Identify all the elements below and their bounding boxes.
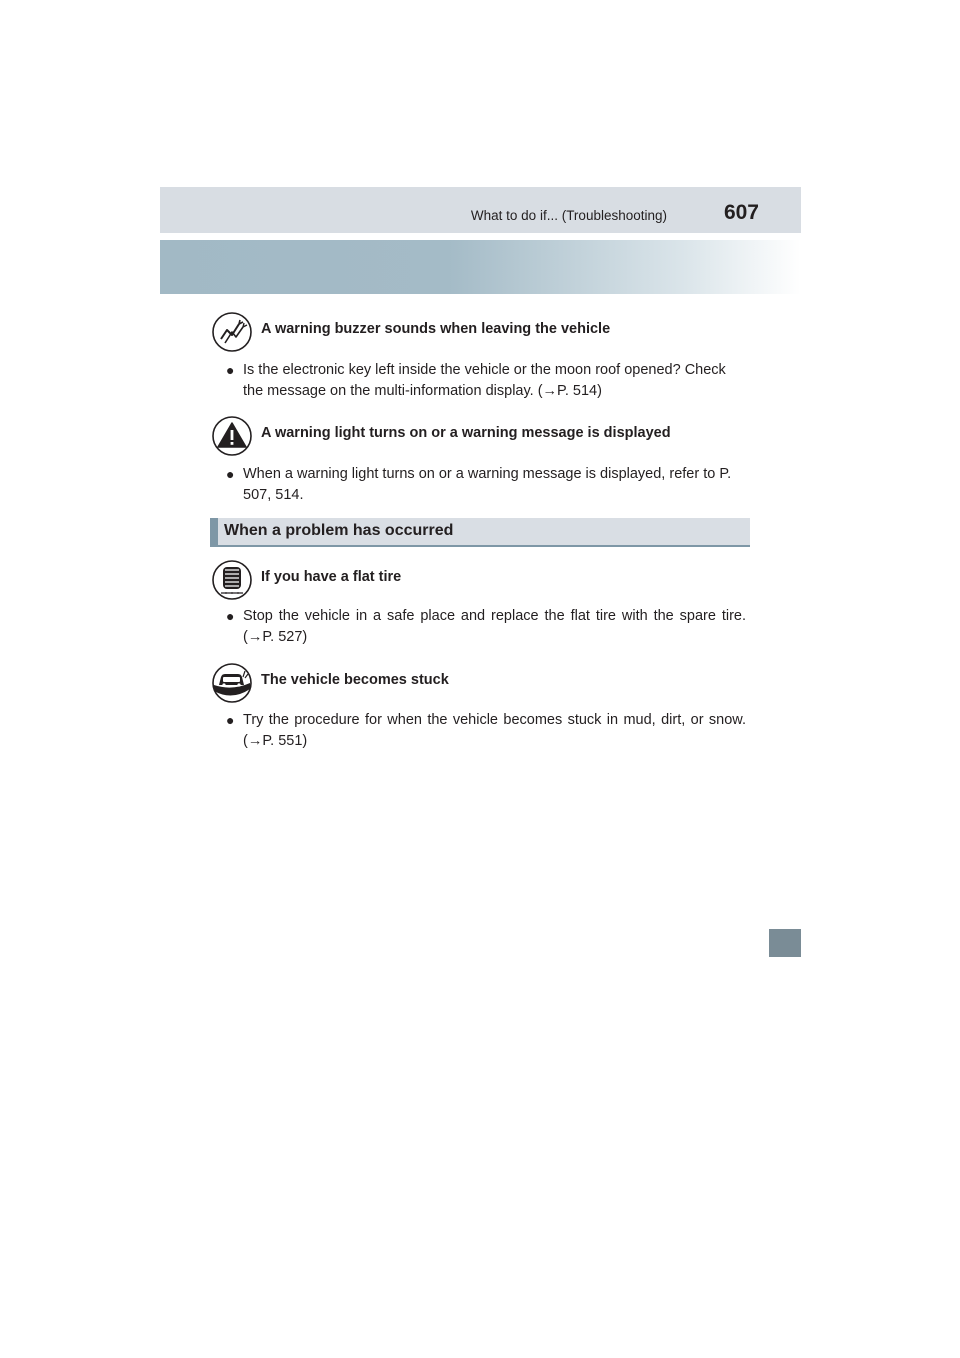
topic-title: The vehicle becomes stuck — [261, 672, 449, 688]
topic-vehicle-stuck — [212, 663, 772, 705]
bullet-text: When a warning light turns on or a warning message is displayed, refer to P. 507, 514. — [243, 466, 732, 503]
topic-warning-buzzer — [212, 312, 772, 354]
section-accent — [210, 518, 218, 547]
bullet-text: Stop the vehicle in a safe place and replace the flat tire with the spare tire. (→P. 527) — [243, 608, 746, 645]
header-band — [160, 240, 801, 294]
warning-buzzer-icon — [212, 312, 252, 352]
page-header — [160, 187, 801, 233]
stuck-vehicle-icon — [212, 663, 252, 703]
bullet-dot: ● — [226, 362, 235, 378]
bullet-dot: ● — [226, 466, 235, 482]
bullet-dot: ● — [226, 712, 235, 728]
chapter-title: What to do if... (Troubleshooting) — [470, 208, 667, 223]
bullet-text: Is the electronic key left inside the vehicle or the moon roof opened? Check the message on the multi-information display. (→P. 514) — [243, 362, 726, 399]
topic-warning-light — [212, 416, 772, 458]
topic-title: A warning buzzer sounds when leaving the vehicle — [261, 321, 611, 337]
chapter-thumb-tab — [769, 929, 801, 957]
topic-title: If you have a flat tire — [261, 569, 402, 585]
topic-flat-tire — [212, 560, 772, 602]
bullet-item — [226, 464, 746, 506]
topic-title: A warning light turns on or a warning message is displayed — [261, 425, 671, 441]
flat-tire-icon — [212, 560, 252, 600]
bullet-dot: ● — [226, 608, 235, 624]
page-number: 607 — [723, 201, 759, 224]
bullet-item — [226, 360, 746, 402]
bullet-text: Try the procedure for when the vehicle becomes stuck in mud, dirt, or snow. (→P. 551) — [243, 712, 746, 749]
section-heading — [210, 518, 750, 547]
warning-triangle-icon — [212, 416, 252, 456]
bullet-item — [226, 606, 746, 648]
section-title: When a problem has occurred — [224, 522, 454, 539]
bullet-item — [226, 710, 746, 752]
